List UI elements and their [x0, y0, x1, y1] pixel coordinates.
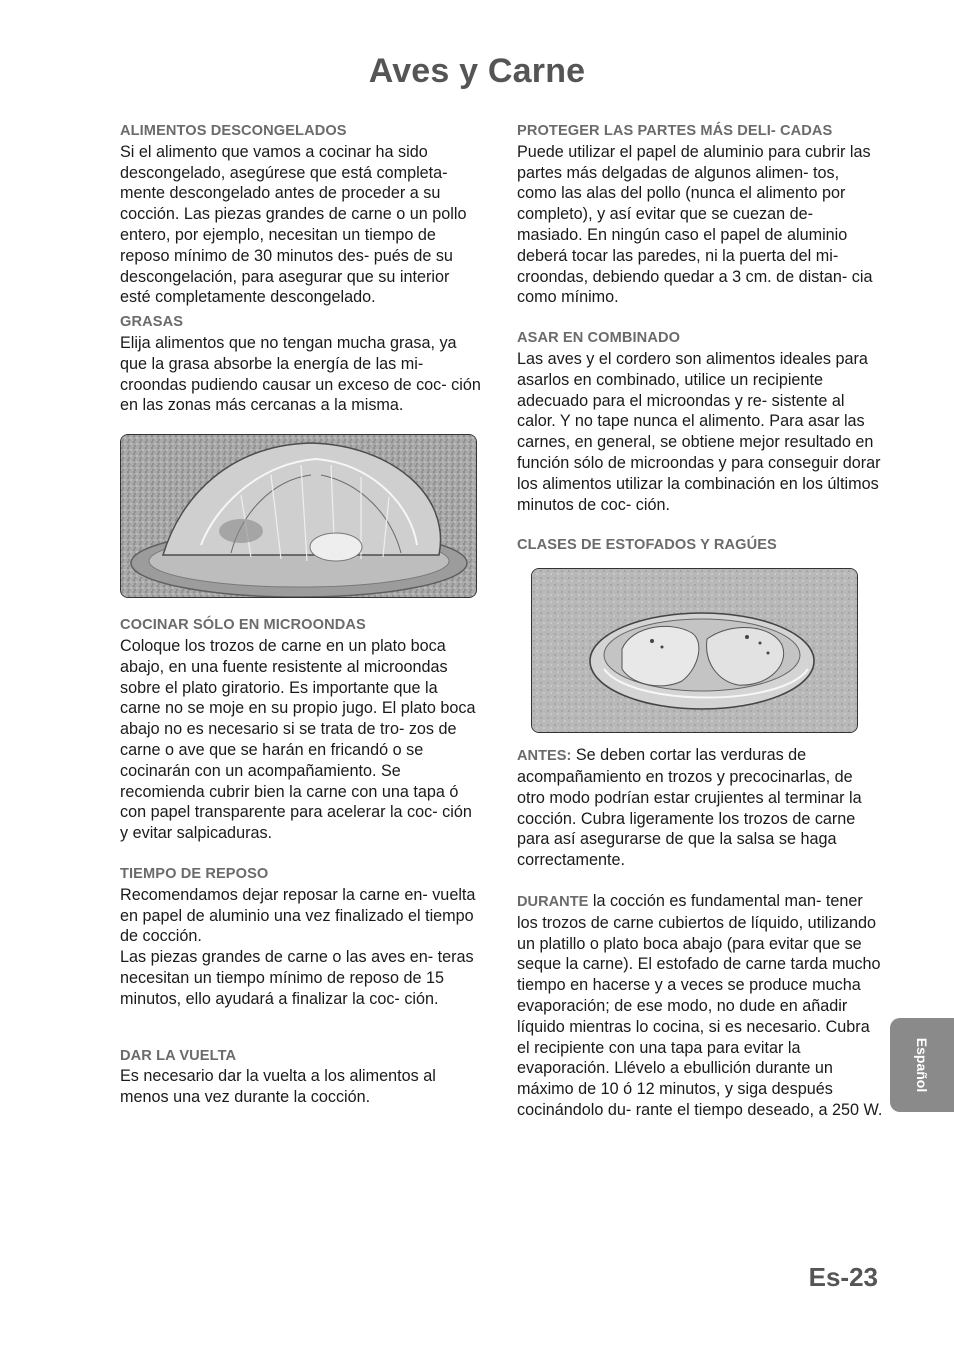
- text-tiempo-de-reposo-1: Recomendamos dejar reposar la carne en- vuelta en papel de aluminio una vez finalizado el tiempo de cocción.: [120, 885, 476, 946]
- text-dar-la-vuelta: Es necesario dar la vuelta a los alimentos al menos una vez durante la cocción.: [120, 1067, 436, 1107]
- text-alimentos-descongelados: Si el alimento que vamos a cocinar ha sido descongelado, asegúrese que está completa- mente descongelado antes de proceder a su cocción. Las piezas grandes de carne o un pollo entero, por ejemplo, necesitan un tiempo de reposo mínimo de 30 minutos des- pués de su descongelación, para asegurar que su interior esté completamente descongelado.: [120, 142, 467, 307]
- left-column: [120, 121, 482, 1108]
- heading-tiempo-de-reposo: TIEMPO DE REPOSO: [120, 865, 269, 882]
- right-column: [517, 121, 883, 1121]
- heading-proteger-partes: PROTEGER LAS PARTES MÁS DELI- CADAS: [517, 123, 833, 139]
- text-durante-body: la cocción es fundamental man- tener los trozos de carne cubiertos de líquido, utilizando un platillo o plato boca abajo (para evitar que se seque la carne). El estofado de carne tarda mucho tiempo en hacerse y a veces se produce mucha evaporación; de ese modo, no dude en añadir líquido mientras lo cocina, si es necesario. Cubra el recipiente con una tapa para evitar la evaporación. Llévelo a ebullición durante un máximo de 10 ó 12 minutos, y siga después cocinándolo du- rante el tiempo deseado, a 250 W.: [517, 891, 883, 1119]
- text-antes-body: Se deben cortar las verduras de acompañamiento en trozos y precocinarlas, de otro modo podrían estar crujientes al terminar la cocción. Cubra ligeramente los trozos de carne para así asegurarse de que la salsa se haga correctamente.: [517, 746, 862, 870]
- text-tiempo-de-reposo-2: Las piezas grandes de carne o las aves en- teras necesitan un tiempo mínimo de reposo de 15 minutos, ello ayudará a finalizar la coc- ción.: [120, 948, 474, 1008]
- heading-cocinar-solo-microondas: COCINAR SÓLO EN MICROONDAS: [120, 617, 366, 634]
- photo-wrapped-meat: [120, 434, 477, 598]
- heading-clases-estofados: CLASES DE ESTOFADOS Y RAGÚES: [517, 537, 777, 554]
- heading-grasas: GRASAS: [120, 314, 184, 331]
- label-antes: ANTES:: [517, 748, 572, 765]
- text-proteger-partes: Puede utilizar el papel de aluminio para cubrir las partes más delgadas de algunos alimen- tos, como las alas del pollo (nunca el alimento por completo), y así evitar que se cuezan de- masiado. En ningún caso el papel de aluminio deberá tocar las paredes, ni la puerta del mi- croondas, debiendo quedar a 3 cm. de distan- cia como mínimo.: [517, 142, 873, 307]
- text-asar-en-combinado: Las aves y el cordero son alimentos ideales para asarlos en combinado, utilice un recipiente adecuado para el microondas y re- sistente al calor. Y no tape nunca el alimento. Para asar las carnes, en general, se obtiene mejor resultado en función sólo de microondas y para conseguir dorar los alimentos utilizar la combinación en los últimos minutos de coc- ción.: [517, 349, 881, 514]
- text-grasas: Elija alimentos que no tengan mucha grasa, ya que la grasa absorbe la energía de las mi- croondas pudiendo causar un exceso de coc- ción en las zonas más cercanas a la misma.: [120, 333, 481, 415]
- text-antes: [517, 745, 883, 871]
- language-tab: [890, 1018, 954, 1112]
- heading-dar-la-vuelta: DAR LA VUELTA: [120, 1047, 237, 1064]
- heading-alimentos-descongelados: ALIMENTOS DESCONGELADOS: [120, 123, 347, 139]
- language-tab-label: Español: [914, 1037, 930, 1093]
- page-title: Aves y Carne: [368, 52, 586, 90]
- text-durante: [517, 891, 883, 1121]
- page-number: Es-23: [808, 1262, 878, 1292]
- heading-asar-en-combinado: ASAR EN COMBINADO: [517, 330, 681, 347]
- text-cocinar-solo-microondas: Coloque los trozos de carne en un plato boca abajo, en una fuente resistente al microondas sobre el plato giratorio. Es importante que la carne no se moje en su propio jugo. El plato boca abajo no es necesario si se trata de tro- zos de carne o ave que se harán en fricandó o se cocinarán con un acompañamiento. Se recomienda cubrir bien la carne con una tapa ó con papel transparente para acelerar la coc- ción y evitar salpicaduras.: [120, 636, 476, 843]
- photo-chicken-dish: [531, 568, 858, 733]
- label-durante: DURANTE: [517, 893, 589, 910]
